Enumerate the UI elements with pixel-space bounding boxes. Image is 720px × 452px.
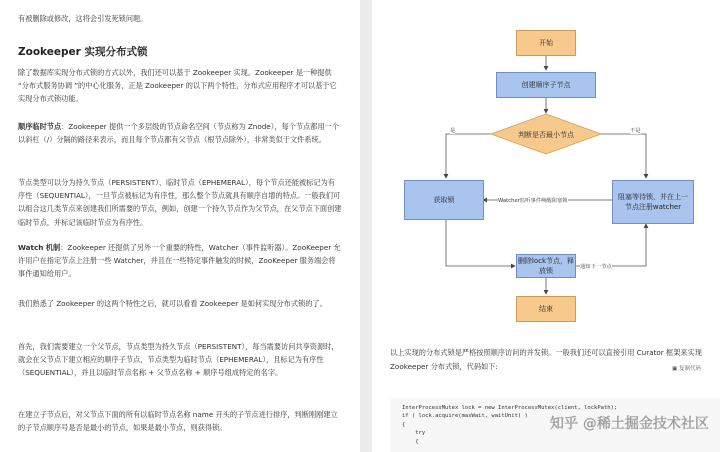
end-node: 结束 [516,296,576,322]
term-watch: Watch 机制 [18,243,61,252]
notify-label: 通知下一节点 [580,264,612,270]
paragraph-sequential-nodes [18,120,342,146]
acquire-lock-node: 获取锁 [404,180,484,220]
decision-label: 判断是否最小节点 [518,131,574,139]
code-block: InterProcessMutex lock = new InterProcessMutex(client, lockPath); if ( lock.acquire(maxWait, waitUnit) ) { try { [390,398,720,452]
watcher-label: Watcher监听事件唤醒阻塞锁 [498,198,568,204]
paragraph-transition: 我们熟悉了 Zookeeper 的这两个特性之后，就可以看看 Zookeeper 是如何实现分布式锁的了。 [18,299,327,308]
term-sequential-nodes: 顺序临时节点 [18,122,62,131]
arrow-acquire-release [446,220,515,266]
paragraph-intro: 除了数据库实现分布式锁的方式以外，我们还可以基于 Zookeeper 实现。Zookeeper 是一种提供 “分布式服务协调 ”的中心化服务，正是 Zookeeper 的以下两个特性，分布式应用程序才可以基于它实现分布式锁功能。 [18,68,337,104]
paragraph-watch-text: ：Zookeeper 还提供了另外一个重要的特性，Watcher（事件监听器）。ZooKeeper 允许用户在指定节点上注册一些 Watcher，并且在一些特定事件触发的时候，ZooKeeper 服务端会将事件通知给用户。 [18,243,341,279]
yes-label: 是 [450,128,456,134]
watermark: 知乎 @稀土掘金技术社区 [550,416,709,432]
flowchart-connectors [390,10,708,328]
copy-icon: ▣ [672,366,678,372]
paragraph-sort: 在建立子节点后，对父节点下面的所有以临时节点名称 name 开头的子节点进行排序，判断刚刚建立的子节点顺序号是否是最小的节点，如果是最小节点，则获得锁。 [18,410,338,433]
paragraph-node-types: 节点类型可以分为持久节点（PERSISTENT）、临时节点（EPHEMERAL），每个节点还能被标记为有序性（SEQUENTIAL），一旦节点被标记为有序性，那么整个节点就具有顺序自增的特点。一般我们可以组合这几类节点来创建我们所需要的节点，例如，创建一个持久节点作为父节点，在父节点下面创建临时节点，并标记该临时节点为有序性。 [18,178,342,227]
intro-text: 有被删除或修改，这将会引发死锁问题。 [18,14,148,23]
release-lock-node: 删除lock节点，释放锁 [516,254,576,278]
section-heading: Zookeeper 实现分布式锁 [18,46,148,58]
paragraph-sequential-nodes-text: ：Zookeeper 提供一个多层级的节点命名空间（节点称为 Znode），每个节点都用一个以斜杠（/）分隔的路径来表示，而且每个节点都有父节点（根节点除外），非常类似于文件系统。 [18,122,340,145]
arrow-decision-yes [446,134,491,178]
no-label: 不是 [630,128,641,134]
arrow-decision-no [601,134,646,178]
arrow-notify-next [576,224,646,266]
right-document-page [372,0,720,452]
create-node: 创建顺序子节点 [496,72,596,98]
wait-lock-node: 阻塞等待锁，并在上一节点注册watcher [612,180,694,224]
copy-code-label: 复制代码 [678,366,701,372]
copy-code-button[interactable] [672,364,701,372]
flowchart [390,10,708,328]
start-node: 开始 [516,30,576,56]
paragraph-watch [18,241,342,281]
curator-paragraph: 以上实现的分布式锁是严格按照顺序访问的并发锁。一般我们还可以直接引用 Curator 框架来实现 Zookeeper 分布式锁，代码如下: [390,348,702,371]
paragraph-parent-node: 首先，我们需要建立一个父节点，节点类型为持久节点（PERSISTENT），每当需要访问共享资源时，就会在父节点下建立相应的顺序子节点，节点类型为临时节点（EPHEMERAL），且标记为有序性（SEQUENTIAL），并且以临时节点名称 + 父节点名称 + 顺序号组成特定的名字。 [18,342,339,378]
